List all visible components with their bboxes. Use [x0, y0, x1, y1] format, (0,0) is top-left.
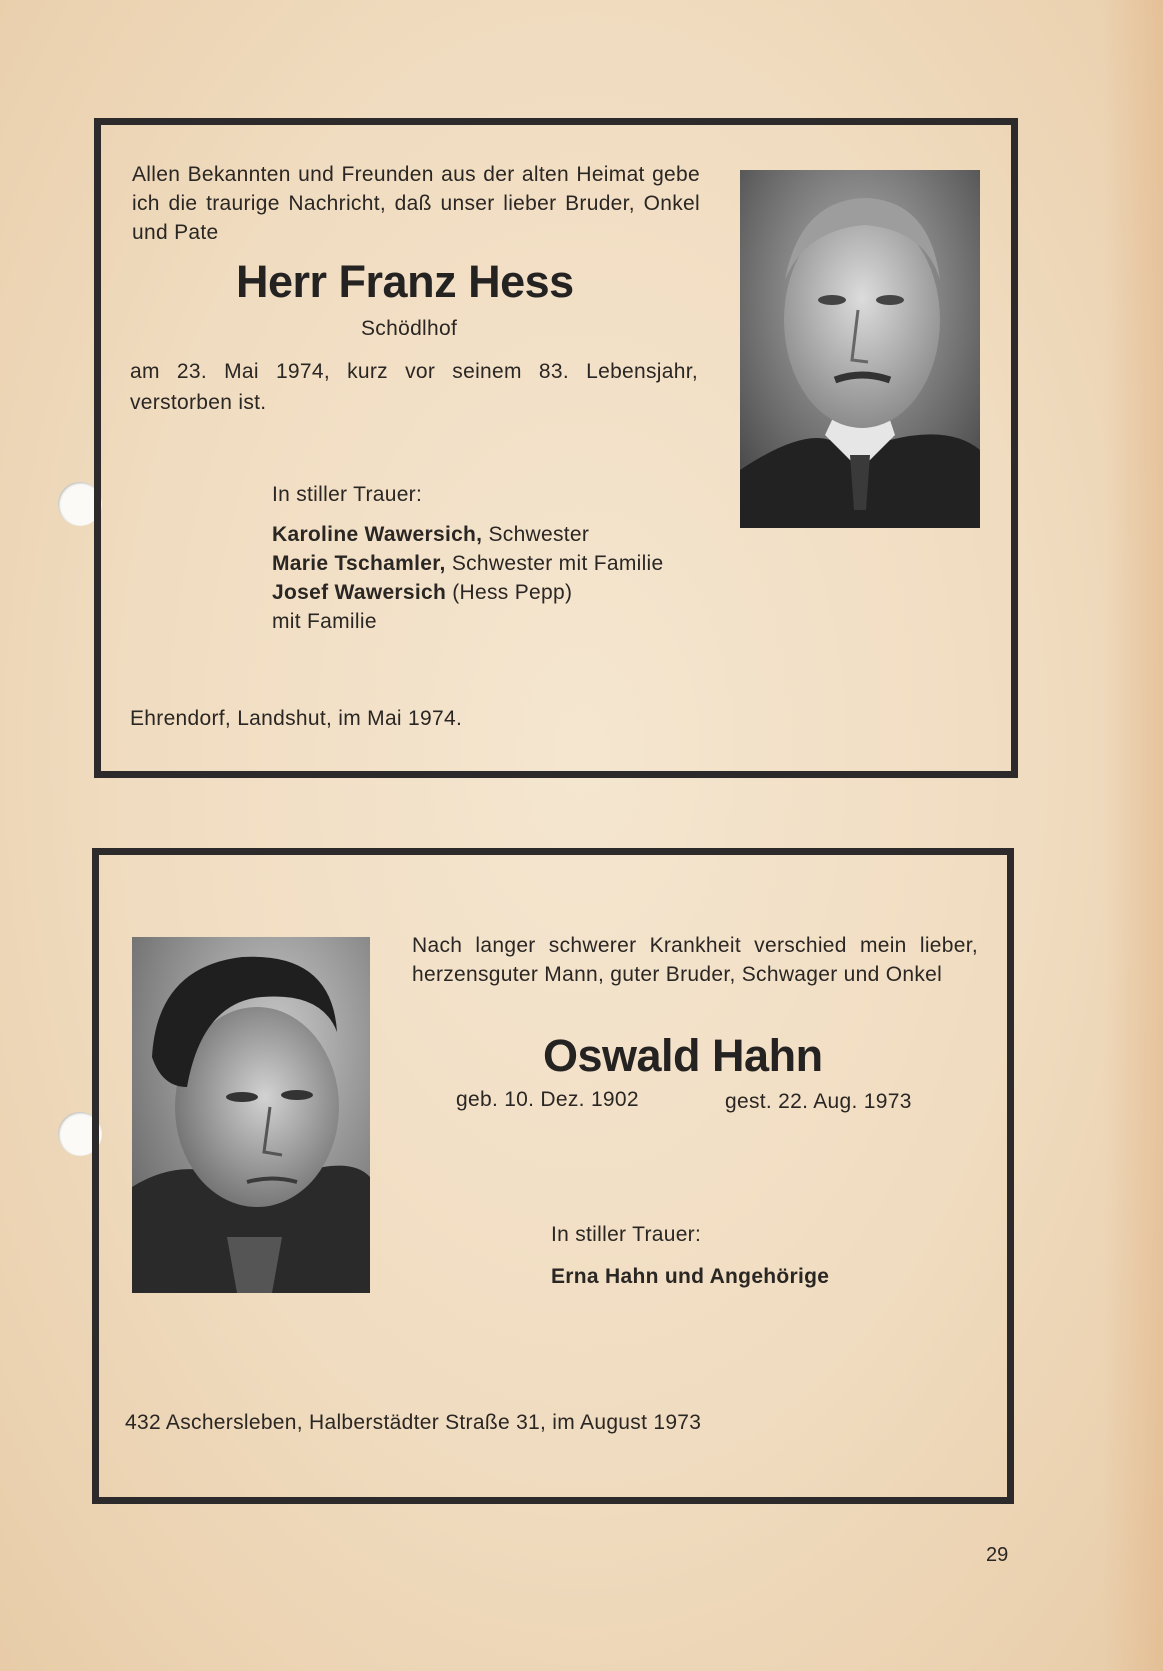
mourner-name: Karoline Wawersich,: [272, 523, 483, 546]
notice1-mourners-list: [272, 520, 664, 636]
notice2-intro: Nach langer schwerer Krankheit verschied mein lieber, herzensguter Mann, guter Bruder, Schwager und Onkel: [412, 934, 978, 986]
notice2-died: gest. 22. Aug. 1973: [725, 1090, 912, 1113]
mourner-relation: Schwester: [488, 523, 590, 546]
notice2-mourning-heading: In stiller Trauer:: [551, 1223, 702, 1246]
notice1-footer: Ehrendorf, Landshut, im Mai 1974.: [130, 707, 463, 730]
mourner-line: [272, 549, 664, 578]
portrait-photo-oswald-hahn: [132, 937, 370, 1293]
portrait-image: [132, 937, 370, 1293]
portrait-photo-franz-hess: [740, 170, 980, 528]
portrait-image: [740, 170, 980, 528]
notice2-name: Oswald Hahn: [543, 1030, 823, 1081]
notice1-death-text: am 23. Mai 1974, kurz vor seinem 83. Lebensjahr, verstorben ist.: [130, 360, 698, 414]
mourner-line: [272, 520, 664, 549]
mourner-line: [272, 578, 664, 607]
notice1-name: Herr Franz Hess: [236, 256, 574, 307]
notice1-mourning-heading: In stiller Trauer:: [272, 483, 423, 506]
page-number: 29: [986, 1544, 1009, 1566]
mourner-line-tail: mit Familie: [272, 610, 377, 633]
mourner-name: Marie Tschamler,: [272, 552, 446, 575]
notice2-born: geb. 10. Dez. 1902: [456, 1088, 639, 1111]
notice2-mourners: Erna Hahn und Angehörige: [551, 1265, 830, 1288]
mourner-name: Josef Wawersich: [272, 581, 447, 604]
notice1-intro: Allen Bekannten und Freunden aus der alten Heimat gebe ich die traurige Nachricht, daß unser lieber Bruder, Onkel und Pate: [132, 163, 700, 244]
notice2-footer: 432 Aschersleben, Halberstädter Straße 31, im August 1973: [125, 1411, 702, 1434]
notice1-place: Schödlhof: [361, 317, 458, 340]
mourner-relation: (Hess Pepp): [452, 581, 573, 604]
mourner-relation: Schwester mit Familie: [451, 552, 664, 575]
